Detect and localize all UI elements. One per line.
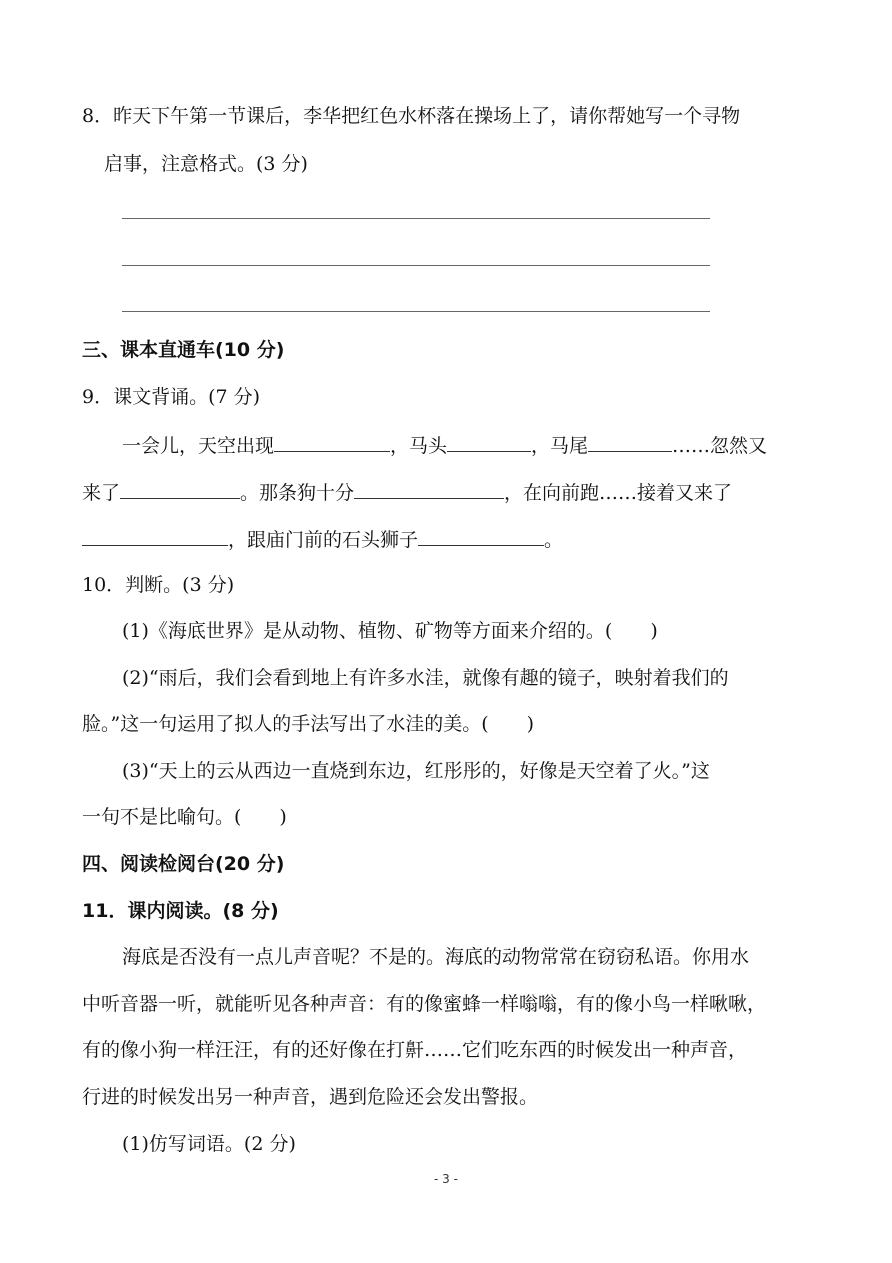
q11-subquestion-1: (1)仿写词语。(2 分) — [122, 1133, 296, 1155]
q9-line1 — [122, 433, 767, 458]
q10-item-1: (1)《海底世界》是从动物、植物、矿物等方面来介绍的。( ) — [122, 620, 658, 642]
q10-item-2-line1 — [122, 666, 810, 690]
q9-line3 — [82, 527, 563, 552]
q10-item-2-text: (2)“雨后，我们会看到地上有许多水洼，就像有趣的镜子，映射着我们的 — [122, 667, 729, 689]
q8-text-line1: 8．昨天下午第一节课后，李华把红色水杯落在操场上了，请你帮她写一个寻物 — [82, 105, 741, 127]
q9-text: ，马尾 — [531, 435, 589, 457]
q10-item-3-line2: 一句不是比喻句。( ) — [82, 806, 287, 828]
q9-text: ，跟庙门前的石头狮子 — [228, 529, 419, 551]
q10-item-3-line1: (3)“天上的云从西边一直烧到东边，红彤彤的，好像是天空着了火。”这 — [122, 760, 710, 782]
q9-line2 — [82, 480, 732, 505]
fill-blank[interactable] — [274, 433, 390, 452]
q8-line1 — [82, 104, 810, 128]
q9-text: 。那条狗十分 — [240, 482, 355, 504]
q9-text: ……忽然又 — [672, 435, 768, 457]
answer-line-2[interactable] — [122, 265, 710, 266]
q9-title: 9．课文背诵。(7 分) — [82, 386, 261, 408]
answer-line-3[interactable] — [122, 311, 710, 312]
section-3-heading: 三、课本直通车(10 分) — [82, 339, 285, 361]
answer-line-1[interactable] — [122, 218, 710, 219]
q11-passage-line2: 中听音器一听，就能听见各种声音：有的像蜜蜂一样嗡嗡，有的像小鸟一样啾啾， — [82, 993, 767, 1015]
q10-item-2-line2: 脸。”这一句运用了拟人的手法写出了水洼的美。( ) — [82, 713, 535, 735]
q10-title: 10．判断。(3 分) — [82, 574, 235, 596]
fill-blank[interactable] — [588, 433, 672, 452]
q9-text: ，马头 — [390, 435, 448, 457]
q9-text: 。 — [544, 529, 564, 551]
q9-text: ，在向前跑……接着又来了 — [504, 482, 733, 504]
q11-passage-line1: 海底是否没有一点儿声音呢？不是的。海底的动物常常在窃窃私语。你用水 — [122, 946, 750, 968]
q9-text: 一会儿，天空出现 — [122, 435, 275, 457]
section-4-heading: 四、阅读检阅台(20 分) — [82, 853, 285, 875]
q11-passage-line4: 行进的时候发出另一种声音，遇到危险还会发出警报。 — [82, 1086, 539, 1108]
q8-line2: 启事，注意格式。(3 分) — [104, 153, 308, 175]
q9-text: 来了 — [82, 482, 121, 504]
fill-blank[interactable] — [82, 527, 228, 546]
page-number: - 3 - — [434, 1172, 458, 1186]
fill-blank[interactable] — [447, 433, 531, 452]
fill-blank[interactable] — [354, 480, 504, 499]
fill-blank[interactable] — [418, 527, 544, 546]
q11-title: 11．课内阅读。(8 分) — [82, 900, 279, 922]
fill-blank[interactable] — [120, 480, 240, 499]
q11-passage-line3: 有的像小狗一样汪汪，有的还好像在打鼾……它们吃东西的时候发出一种声音， — [82, 1039, 748, 1061]
